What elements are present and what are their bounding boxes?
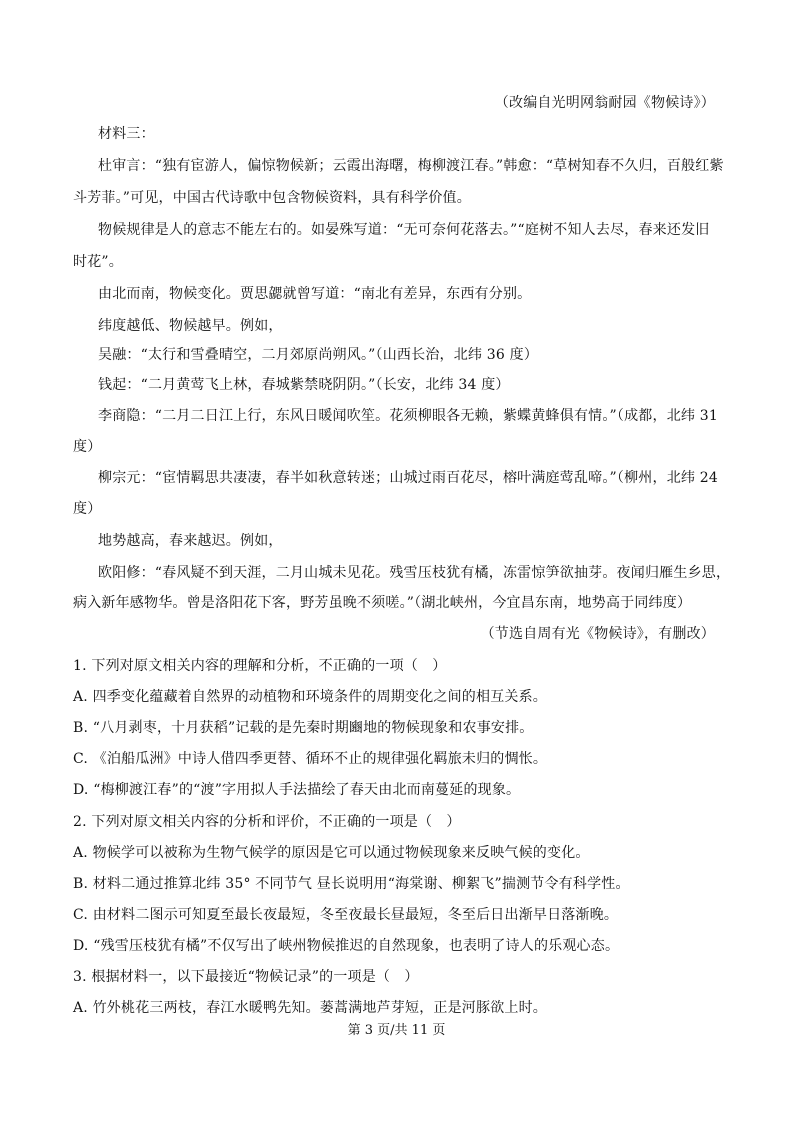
paragraph-line: 吴融：“太行和雪叠晴空，二月郊原尚朔风。”（山西长治，北纬 36 度） bbox=[98, 347, 539, 363]
paragraph-line: 度） bbox=[73, 501, 102, 517]
paragraph-line: 由北而南，物候变化。贾思勰就曾写道：“南北有差异，东西有分别。 bbox=[98, 286, 532, 302]
paragraph-line: 纬度越低、物候越早。例如， bbox=[98, 318, 283, 334]
question-stem: 3. 根据材料一，以下最接近“物候记录”的一项是（ ） bbox=[73, 969, 419, 985]
source-note: （节选自周有光《物候诗》，有删改） bbox=[480, 626, 715, 642]
paragraph-line: 杜审言：“独有宦游人，偏惊物候新；云霞出海曙，梅柳渡江春。”韩愈：“草树知春不久归，百般红紫 bbox=[98, 158, 724, 174]
paragraph-line: 斗芳菲。”可见，中国古代诗歌中包含物候资料，具有科学价值。 bbox=[73, 190, 471, 206]
paragraph-line: 李商隐：“二月二日江上行，东风日暖闻吹笙。花须柳眼各无赖，紫蝶黄蜂俱有情。”（成都，北纬 31 bbox=[98, 408, 718, 424]
paragraph-line: 欧阳修：“春风疑不到天涯，二月山城未见花。残雪压枝犹有橘，冻雷惊笋欲抽芽。夜闻归雁生乡思， bbox=[98, 565, 731, 581]
question-stem: 2. 下列对原文相关内容的分析和评价，不正确的一项是（ ） bbox=[73, 814, 461, 830]
page-footer: 第 3 页/共 11 页 bbox=[347, 1023, 446, 1038]
paragraph-line: 物候规律是人的意志不能左右的。如晏殊写道：“无可奈何花落去。”“庭树不知人去尽，春来还发旧 bbox=[98, 222, 710, 238]
paragraph-line: 时花”。 bbox=[73, 254, 123, 270]
question-option: D. “残雪压枝犹有橘”不仅写出了峡州物候推迟的自然现象，也表明了诗人的乐观心态。 bbox=[73, 938, 620, 954]
paragraph-line: 病入新年感物华。曾是洛阳花下客，野芳虽晚不须嗟。”（湖北峡州，今宜昌东南，地势高于同纬度） bbox=[73, 595, 692, 611]
question-option: B. 材料二通过推算北纬 35° 不同节气 昼长说明用“海棠谢、柳絮飞”揣测节令有科学性。 bbox=[73, 876, 630, 892]
question-option: D. “梅柳渡江春”的“渡”字用拟人手法描绘了春天由北而南蔓延的现象。 bbox=[73, 782, 521, 798]
question-option: A. 竹外桃花三两枝，春江水暖鸭先知。蒌蒿满地芦芽短，正是河豚欲上时。 bbox=[73, 1000, 548, 1016]
paragraph-line: 柳宗元：“宦情羁思共凄凄，春半如秋意转迷；山城过雨百花尽，榕叶满庭莺乱啼。”（柳州，北纬 24 bbox=[98, 470, 718, 486]
paragraph-line: 地势越高，春来越迟。例如， bbox=[98, 533, 283, 549]
question-option: C. 《泊船瓜洲》中诗人借四季更替、循环不止的规律强化羁旅未归的惆怅。 bbox=[73, 751, 548, 767]
question-option: B. “八月剥枣，十月获稻”记载的是先秦时期豳地的物候现象和农事安排。 bbox=[73, 720, 534, 736]
question-stem: 1. 下列对原文相关内容的理解和分析，不正确的一项（ ） bbox=[73, 658, 447, 674]
question-option: A. 物候学可以被称为生物气候学的原因是它可以通过物候现象来反映气候的变化。 bbox=[73, 845, 590, 861]
question-option: A. 四季变化蕴藏着自然界的动植物和环境条件的周期变化之间的相互关系。 bbox=[73, 689, 548, 705]
section-heading: 材料三： bbox=[98, 126, 155, 142]
source-note: （改编自光明网翁耐园《物候诗》） bbox=[494, 95, 715, 111]
paragraph-line: 度） bbox=[73, 439, 102, 455]
paragraph-line: 钱起：“二月黄莺飞上林，春城紫禁晓阴阴。”（长安，北纬 34 度） bbox=[98, 377, 510, 393]
question-option: C. 由材料二图示可知夏至最长夜最短，冬至夜最长昼最短，冬至后日出渐早日落渐晚。 bbox=[73, 907, 619, 923]
